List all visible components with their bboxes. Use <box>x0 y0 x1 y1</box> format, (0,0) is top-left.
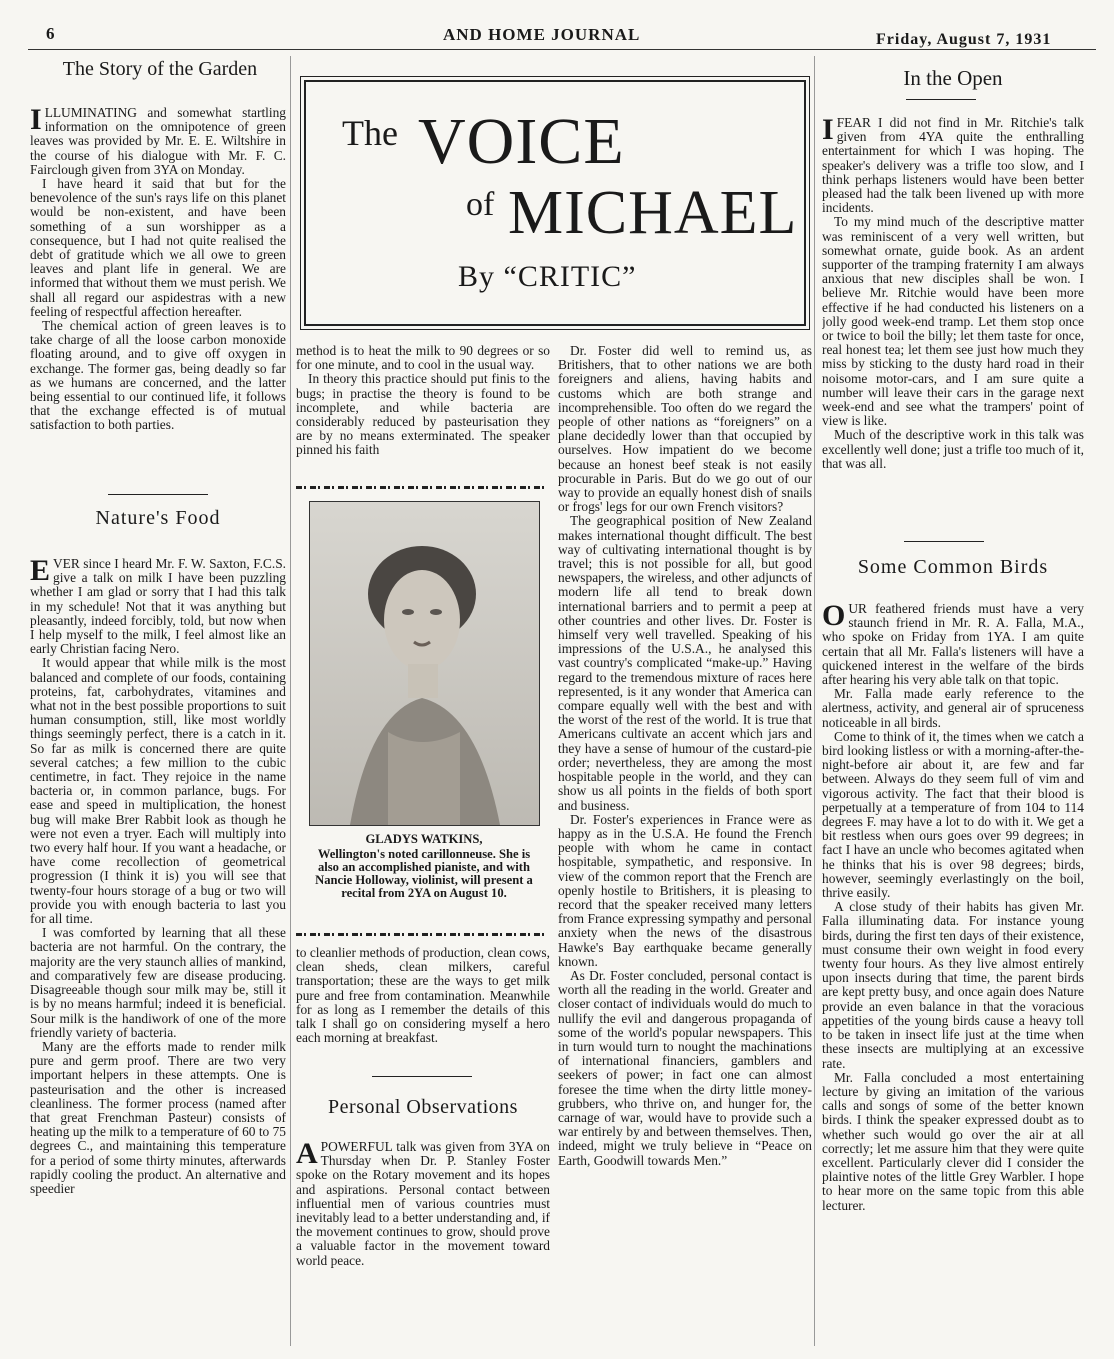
issue-date: Friday, August 7, 1931 <box>876 31 1052 48</box>
voice-of-michael-banner <box>304 80 806 326</box>
natures-food-p2: It would appear that while milk is the most balanced and complete of our foods, containing proteins, fat, carbohydrates, vitamines and what not in the best possible proportions to suit human consumption, still, like most worldly things seemingly perfect, there is a catch in it. So far as milk is concerned there are quite several catches; a few million to the cubic centimetre, in fact. They rejoice in the name bacteria or, in common parlance, bugs. For ease and speed in multiplication, the honest bug will make Brer Rabbit look as though he were not even a tryer. Each will multiply into two every half hour. If you want a headache, or have come recollection of geometrical progression (I think it is) you will see that twenty-four hours storage of a bug or two will provide you with enough bacteria to last you for all time. <box>30 655 286 927</box>
natures-food-p4: Many are the efforts made to render milk pure and germ proof. There are two very important helpers in these attempts. One is pasteurisation and the other is increased cleanliness. The former process (named after that great Frenchman Pasteur) consists of heating up the milk to a temperature of 60 to 75 degrees C., and maintaining this temperature for a period of some thirty minutes, afterwards rapidly cooling the product. An alternative and speedier <box>30 1038 286 1196</box>
personal-p1: POWERFUL talk was given from 3YA on Thursday when Dr. P. Stanley Foster spoke on the Rotary movement and its hopes and aspirations. Personal contact between influential men of various countries must inevitably lead to a better understanding and, if the movement continues to grow, should prove a valuable factor in the movement toward world peace. <box>296 1140 550 1268</box>
personal-title: Personal Observations <box>328 1096 518 1118</box>
personal-article <box>296 1140 550 1346</box>
portrait-image <box>310 502 539 825</box>
section-rule <box>372 1076 472 1077</box>
open-p3: Much of the descriptive work in this talk was excellently well done; just a trifle too much of it, that was all. <box>822 427 1084 471</box>
personal-c3p2: The geographical position of New Zealand makes international thought difficult. The best way of cultivating international thought is by travel; this is not possible for all, but good newspapers, the wireless, and other adjuncts of modern life all tend to break down international barriers and to permit a peep at other countries and other lives. Dr. Foster is himself very well travelled. Speaking of his impressions of the U.S.A., he analysed this vast country's complicated “make-up.” Having regard to the tremendous mixture of races here represented, is it any wonder that America can compare equally well with the best and with the worst of the rest of the world. It is true that Americans cultivate an accent which jars and they have a sense of humour of the custard-pie order; nevertheless, they are among the most hospitable people in the world, and they can show us all points in the fields of both sport and business. <box>558 513 812 813</box>
in-the-open-title: In the Open <box>903 66 1003 90</box>
ornamental-divider <box>296 933 548 936</box>
masthead: AND HOME JOURNAL <box>443 25 641 44</box>
column-rule <box>290 56 291 1346</box>
birds-title: Some Common Birds <box>857 556 1049 578</box>
photo-caption <box>306 833 542 900</box>
personal-continued <box>558 344 812 1347</box>
gladys-watkins-photo <box>309 501 540 826</box>
natures-food-c2p3: to cleanlier methods of production, clean cows, clean sheds, clean milkers, careful transportation; these are the ways to get milk pure and free from contamination. Meanwhile for as long as I remember the details of this talk I shall go on considering myself a hero each morning at breakfast. <box>296 946 550 1046</box>
ornamental-divider <box>296 486 548 489</box>
garden-p2: I have heard it said that but for the benevolence of the sun's rays life on this planet would be non-existent, and have been something of a sun worshipper as a consequence, but I had not quite realised the debt of gratitude which we all owe to green leaves and plant life in general. We are informed that without them we must perish. We shall all regard our aspidestras with a new feeling of respectful affection hereafter. <box>30 176 286 319</box>
personal-c3p4: As Dr. Foster concluded, personal contact is worth all the reading in the world. Greater and closer contact of individuals would do much to nullify the evil and dangerous propaganda of some of the world's popular newspapers. This in turn would turn to nought the machinations of international financiers, gamblers and seekers of power; in fact one can almost foresee the time when the dirty little money-grubbers, who thrive on, and hunger for, the carnage of war, would have to provide such a war entirely by and between themselves. Then, indeed, might we truly believe in “Peace on Earth, Goodwill towards Men.” <box>558 967 812 1168</box>
garden-dropcap: I <box>30 106 42 136</box>
birds-p1: UR feathered friends must have a very staunch friend in Mr. R. A. Falla, M.A., who spoke on Friday from 1YA. I am quite certain that all Mr. Falla's listeners will have a quickened interest in the welfare of the birds after hearing his very able talk on that topic. <box>822 602 1084 688</box>
birds-p5: Mr. Falla concluded a most entertaining lecture by giving an imitation of the various calls and songs of some of the better known birds. I think the speaker expressed doubt as to whether such would go over the air at all correctly; let me assure him that they were quite excellent. Particularly clever did I consider the plaintive notes of the little Grey Warbler. I hope to hear more on the same topic from this able lecturer. <box>822 1069 1084 1213</box>
section-rule <box>108 494 208 495</box>
garden-article <box>30 106 286 490</box>
natures-food-p1: VER since I heard Mr. F. W. Saxton, F.C.S. give a talk on milk I have been puzzling whether I am glad or sorry that I had this talk in my schedule! Not that it was anything but pleasantly, indeed forcibly, told, but now when I help myself to the milk, I feel almost like an early Christian facing Nero. <box>30 557 286 657</box>
banner-of: of <box>466 186 495 223</box>
open-p1: FEAR I did not find in Mr. Ritchie's talk given from 4YA quite the enthralling entertainment for which I was hoping. The speaker's delivery was a trifle too slow, and I think perhaps listeners would have been better pleased had the talk been livened up with more incidents. <box>822 116 1084 216</box>
natures-food-c2p1: method is to heat the milk to 90 degrees or so for one minute, and to cool in the usual way. <box>296 344 550 373</box>
section-rule <box>904 541 984 542</box>
section-rule <box>906 99 976 100</box>
natures-food-dropcap: E <box>30 557 51 587</box>
garden-p1: LLUMINATING and somewhat startling information on the omnipotence of green leaves was provided by Mr. E. E. Wiltshire in the course of his dialogue with Mr. F. C. Fairclough given from 3YA on Monday. <box>30 106 286 177</box>
birds-p2: Mr. Falla made early reference to the alertness, activity, and general air of spruceness noticeable in all birds. <box>822 686 1084 730</box>
caption-text: Wellington's noted carillonneuse. She is also an accomplished pianiste, and with Nancie Holloway, violinist, will present a recital from 2YA on August 10. <box>315 847 533 900</box>
caption-name: GLADYS WATKINS, <box>365 832 483 846</box>
banner-byline: By “CRITIC” <box>458 260 637 293</box>
page-number: 6 <box>46 24 56 43</box>
personal-c3p3: Dr. Foster's experiences in France were as happy as in the U.S.A. He found the French people with whom he came in contact hospitable, sympathetic, and responsive. In view of the common report that the French are openly hostile to Britishers, it is pleasing to record that the speaker received many letters from France expressing sympathy and personal anxiety when the news of the disastrous Hawke's Bay earthquake became generally known. <box>558 811 812 969</box>
banner-voice: VOICE <box>418 105 625 178</box>
personal-dropcap: A <box>296 1140 318 1170</box>
natures-food-article <box>30 557 286 1347</box>
natures-food-conclusion <box>296 946 550 1056</box>
garden-title: The Story of the Garden <box>62 58 258 80</box>
open-dropcap: I <box>822 116 834 146</box>
column-rule <box>814 56 815 1346</box>
in-the-open-article <box>822 116 1084 528</box>
natures-food-title: Nature's Food <box>95 507 221 529</box>
banner-the: The <box>342 113 398 153</box>
birds-article <box>822 602 1084 1347</box>
garden-p3: The chemical action of green leaves is to take charge of all the loose carbon monoxide floating around, and to give off oxygen in exchange. The former gas, being deadly so far as we humans are concerned, and the latter being essential to our continued life, it follows that the exchange effected is of mutual satisfaction to both parties. <box>30 318 286 433</box>
birds-p4: A close study of their habits has given Mr. Falla illuminating data. For instance young birds, during the first ten days of their existence, must consume their own weight in food every twenty four hours. As they live almost entirely upon insects during that time, the parent birds are kept pretty busy, and once again does Nature provide an even balance in that the voracious appetities of the young birds cause a heavy toll to be taken in insect life just at the time when these insects are multiplying at an excessive rate. <box>822 899 1084 1071</box>
natures-food-c2p2: In theory this practice should put finis to the bugs; in practise the theory is found to be incomplete, and while bacteria are considerably reduced by pasteurisation they are by no means exterminated. The speaker pinned his faith <box>296 371 550 458</box>
natures-food-continued <box>296 344 550 476</box>
personal-c3p1: Dr. Foster did well to remind us, as Britishers, that to other nations we are both foreigners and aliens, having habits and customs which are both strange and incomprehensible. Too often do we regard the people of other nations as “foreigners” on a plane decidedly lower than that occupied by ourselves. How impatient do we become because an honest beef steak is not easily procurable in Paris. But do we go out of our way to provide an equally honest dish of snails or frogs' legs for our own French visitors? <box>558 344 812 515</box>
natures-food-p3: I was comforted by learning that all these bacteria are not harmful. On the contrary, the majority are the very staunch allies of mankind, and comparatively few are disease producing. Disagreeable though sour milk may be, still it is by no means harmful; indeed it is beneficial. Sour milk is the handiwork of one of the more friendly variety of bacteria. <box>30 925 286 1040</box>
banner-michael: MICHAEL <box>508 179 798 247</box>
birds-dropcap: O <box>822 602 846 632</box>
open-p2: To my mind much of the descriptive matter was reminiscent of a very well written, but somewhat ornate, guide book. As an ardent supporter of the tramping fraternity I am always anxious that new disciples shall be won. I believe Mr. Ritchie would have been more effective if he had conducted his listeners on a jolly good week-end tramp. Let them stop once or twice to boil the billy; let them taste for once, real honest tea; let them see just how much they miss by sticking to the dusty hard road in their noisome motor-cars, and I am sure quite a number will leave their cars in the garage next week-end and see what the trampers' point of view is like. <box>822 214 1084 429</box>
header-rule <box>28 49 1096 50</box>
birds-p3: Come to think of it, the times when we catch a bird looking listless or with a morning-after-the-night-before air about it, are few and far between. Always do they seem full of vim and vigorous activity. The fact that their blood is perpetually at a temperature of from 104 to 114 degrees F. may have a lot to do with it. We get a bit restless when ours goes over 99 degrees; in fact I have an uncle who becomes agitated when he thinks that his is over 98 degrees; birds, however, seemingly everlastingly on the boil, thrive easily. <box>822 728 1084 901</box>
